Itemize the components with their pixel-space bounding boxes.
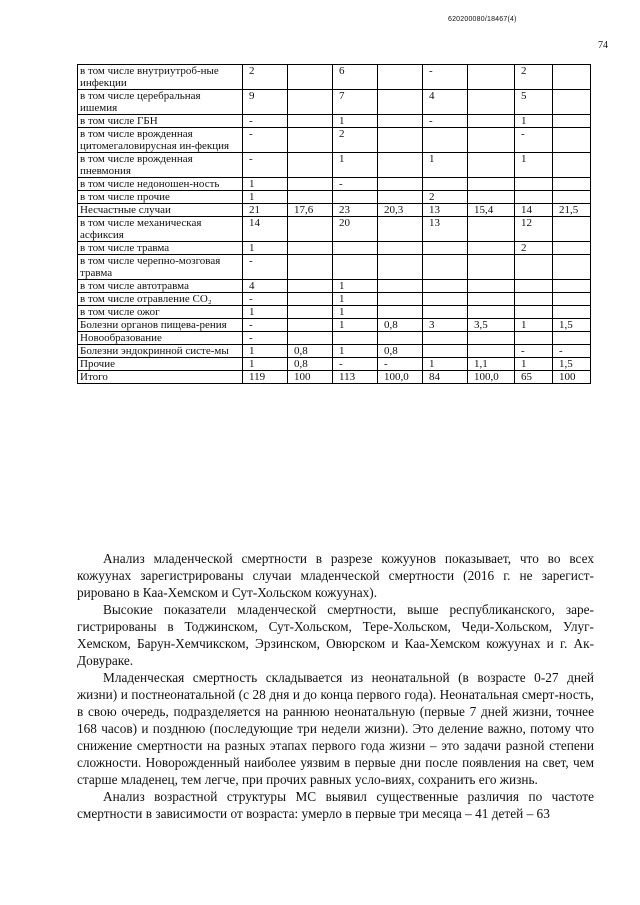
- table-cell: 1: [243, 358, 288, 371]
- table-cell: [468, 191, 515, 204]
- table-row: [78, 332, 591, 345]
- table-cell: 1: [333, 153, 378, 178]
- table-cell: [288, 90, 333, 115]
- table-cell: 6: [333, 65, 378, 90]
- table-cell: [423, 242, 468, 255]
- table-cell: [468, 65, 515, 90]
- table-cell: [468, 332, 515, 345]
- table-cell: 119: [243, 371, 288, 384]
- page-number: 74: [598, 40, 608, 51]
- table-cell: 3,5: [468, 319, 515, 332]
- row-label: в том числе автотравма: [78, 280, 243, 293]
- table-cell: 1: [515, 319, 553, 332]
- table-cell: [423, 178, 468, 191]
- table-cell: [378, 90, 423, 115]
- table-cell: 1: [333, 115, 378, 128]
- row-label: Прочие: [78, 358, 243, 371]
- table-cell: [288, 293, 333, 306]
- table-cell: 100,0: [378, 371, 423, 384]
- table-cell: 1: [515, 153, 553, 178]
- table-cell: 1: [333, 319, 378, 332]
- table-cell: [288, 332, 333, 345]
- table-cell: [378, 293, 423, 306]
- table-cell: -: [423, 65, 468, 90]
- table-cell: [288, 280, 333, 293]
- table-cell: -: [515, 345, 553, 358]
- mortality-table: [77, 64, 591, 384]
- row-label: в том числе отравление CO₂: [78, 293, 243, 306]
- paragraph: Анализ младенческой смертности в разрезе кожуунов показывает, что во всех кожуунах зарегистрированы случаи младенческой смертности (2016 г. не зарегист-рировано в Каа-Хемском и Сут-Хольском кожуунах).: [77, 551, 594, 600]
- table-cell: [333, 332, 378, 345]
- table-cell: 21: [243, 204, 288, 217]
- table-cell: 2: [515, 242, 553, 255]
- table-cell: [468, 255, 515, 280]
- table-cell: [288, 217, 333, 242]
- table-cell: [468, 293, 515, 306]
- document-code: 620200080/18467(4): [448, 16, 517, 23]
- table-cell: 100,0: [468, 371, 515, 384]
- table-cell: [288, 115, 333, 128]
- table-cell: [378, 153, 423, 178]
- row-label: в том числе черепно-мозговая травма: [78, 255, 243, 280]
- table-cell: [553, 191, 591, 204]
- table-cell: 1: [515, 115, 553, 128]
- table-row: [78, 65, 591, 90]
- row-label: Итого: [78, 371, 243, 384]
- row-label: в том числе недоношен-ность: [78, 178, 243, 191]
- row-label: в том числе механическая асфиксия: [78, 217, 243, 242]
- paragraph: Анализ возрастной структуры МС выявил существенные различия по частоте смертности в зависимости от возраста: умерло в первые три месяца – 41 детей – 63: [77, 789, 594, 821]
- table-cell: -: [243, 255, 288, 280]
- table-cell: 0,8: [378, 319, 423, 332]
- table-cell: -: [243, 319, 288, 332]
- table-row: [78, 319, 591, 332]
- table-row: [78, 371, 591, 384]
- row-label: в том числе ГБН: [78, 115, 243, 128]
- table-cell: [378, 65, 423, 90]
- table-cell: [468, 242, 515, 255]
- table-cell: 4: [423, 90, 468, 115]
- table-cell: [468, 306, 515, 319]
- table-row: [78, 255, 591, 280]
- row-label: в том числе внутриутроб-ные инфекции: [78, 65, 243, 90]
- table-cell: [553, 306, 591, 319]
- table-cell: [515, 306, 553, 319]
- table-cell: [333, 242, 378, 255]
- table-row: [78, 217, 591, 242]
- table-cell: 15,4: [468, 204, 515, 217]
- table-cell: [553, 332, 591, 345]
- table-cell: [553, 280, 591, 293]
- table-row: [78, 90, 591, 115]
- table-cell: 17,6: [288, 204, 333, 217]
- table-cell: 1: [243, 242, 288, 255]
- table-cell: 1: [243, 191, 288, 204]
- table-cell: [515, 293, 553, 306]
- table-cell: 1,5: [553, 319, 591, 332]
- table-cell: 2: [515, 65, 553, 90]
- paragraph: Высокие показатели младенческой смертности, выше республиканского, заре-гистрированы в Тоджинском, Сут-Хольском, Тере-Хольском, Чеди-Хольском, Улуг-Хемском, Барун-Хемчикском, Эрзинском, Овюрском и Каа-Хемском кожуунах и г. Ак-Довураке.: [77, 602, 594, 668]
- table-cell: -: [378, 358, 423, 371]
- table-cell: [553, 90, 591, 115]
- table-cell: [468, 178, 515, 191]
- table-cell: [288, 306, 333, 319]
- table-row: [78, 178, 591, 191]
- table-cell: 1: [243, 178, 288, 191]
- table-cell: [288, 242, 333, 255]
- body-text: [77, 550, 594, 822]
- table-cell: 0,8: [288, 345, 333, 358]
- table-row: [78, 358, 591, 371]
- table-cell: -: [423, 115, 468, 128]
- table-cell: [378, 306, 423, 319]
- table-row: [78, 128, 591, 153]
- table-cell: 7: [333, 90, 378, 115]
- table-cell: 1: [333, 280, 378, 293]
- table-cell: 0,8: [378, 345, 423, 358]
- table-cell: 1: [243, 306, 288, 319]
- table-cell: 100: [553, 371, 591, 384]
- table-cell: 2: [243, 65, 288, 90]
- table-cell: [553, 217, 591, 242]
- table-cell: [423, 306, 468, 319]
- table-cell: [468, 217, 515, 242]
- table-cell: 1: [333, 306, 378, 319]
- table-cell: [333, 191, 378, 204]
- table-cell: 1,5: [553, 358, 591, 371]
- table-cell: -: [243, 115, 288, 128]
- table-cell: 1: [333, 293, 378, 306]
- table-row: [78, 115, 591, 128]
- table-cell: [468, 115, 515, 128]
- table-cell: [468, 280, 515, 293]
- table-cell: [378, 217, 423, 242]
- table-cell: 5: [515, 90, 553, 115]
- table-cell: [333, 255, 378, 280]
- table-cell: 113: [333, 371, 378, 384]
- table-cell: [423, 255, 468, 280]
- row-label: в том числе врожденная цитомегаловирусная ин-фекция: [78, 128, 243, 153]
- table-cell: [378, 178, 423, 191]
- table-cell: [288, 65, 333, 90]
- table-cell: [378, 191, 423, 204]
- row-label: в том числе церебральная ишемия: [78, 90, 243, 115]
- table-cell: 100: [288, 371, 333, 384]
- table-cell: [378, 115, 423, 128]
- table-cell: [288, 128, 333, 153]
- table-row: [78, 306, 591, 319]
- table-cell: 1: [423, 358, 468, 371]
- table-cell: 21,5: [553, 204, 591, 217]
- table-cell: 14: [515, 204, 553, 217]
- table-row: [78, 280, 591, 293]
- table-cell: [423, 293, 468, 306]
- table-cell: 1: [515, 358, 553, 371]
- table-cell: [378, 242, 423, 255]
- row-label: Несчастные случаи: [78, 204, 243, 217]
- row-label: Болезни эндокринной систе-мы: [78, 345, 243, 358]
- table-cell: [423, 332, 468, 345]
- table-cell: [423, 345, 468, 358]
- table-cell: 12: [515, 217, 553, 242]
- table-cell: 84: [423, 371, 468, 384]
- table-row: [78, 153, 591, 178]
- row-label: Новообразование: [78, 332, 243, 345]
- table-cell: [553, 255, 591, 280]
- table-cell: 4: [243, 280, 288, 293]
- table-row: [78, 293, 591, 306]
- row-label: в том числе ожог: [78, 306, 243, 319]
- table-cell: [468, 345, 515, 358]
- table-cell: [288, 178, 333, 191]
- table-cell: 3: [423, 319, 468, 332]
- table-cell: [288, 255, 333, 280]
- table-cell: 20: [333, 217, 378, 242]
- table-cell: [378, 255, 423, 280]
- table-cell: [553, 115, 591, 128]
- table-cell: 14: [243, 217, 288, 242]
- row-label: в том числе врожденная пневмония: [78, 153, 243, 178]
- table-cell: [468, 90, 515, 115]
- table-cell: [468, 128, 515, 153]
- table-cell: 9: [243, 90, 288, 115]
- table-cell: [288, 153, 333, 178]
- table-cell: 20,3: [378, 204, 423, 217]
- row-label: в том числе прочие: [78, 191, 243, 204]
- table-cell: [515, 191, 553, 204]
- table-cell: 1: [243, 345, 288, 358]
- table-cell: -: [243, 293, 288, 306]
- table-row: [78, 242, 591, 255]
- table-cell: [553, 128, 591, 153]
- table-row: [78, 345, 591, 358]
- table-cell: 13: [423, 217, 468, 242]
- table-cell: [378, 128, 423, 153]
- table-cell: [288, 319, 333, 332]
- table-row: [78, 204, 591, 217]
- table-cell: -: [243, 128, 288, 153]
- table-cell: 0,8: [288, 358, 333, 371]
- table-cell: -: [333, 178, 378, 191]
- table-cell: [378, 280, 423, 293]
- table-cell: [423, 280, 468, 293]
- table-cell: -: [243, 153, 288, 178]
- table-cell: [288, 191, 333, 204]
- table-cell: -: [515, 128, 553, 153]
- table-cell: -: [333, 358, 378, 371]
- row-label: Болезни органов пищева-рения: [78, 319, 243, 332]
- table-cell: [553, 293, 591, 306]
- table-cell: [515, 332, 553, 345]
- table-cell: 13: [423, 204, 468, 217]
- table-cell: [553, 242, 591, 255]
- table-cell: 1: [423, 153, 468, 178]
- table-cell: [553, 65, 591, 90]
- table-cell: [378, 332, 423, 345]
- table-cell: -: [243, 332, 288, 345]
- table-cell: 65: [515, 371, 553, 384]
- table-cell: 1: [333, 345, 378, 358]
- table-cell: 23: [333, 204, 378, 217]
- table-cell: [423, 128, 468, 153]
- row-label: в том числе травма: [78, 242, 243, 255]
- table-cell: [468, 153, 515, 178]
- paragraph: Младенческая смертность складывается из неонатальной (в возрасте 0-27 дней жизни) и постнеонатальной (с 28 дня и до конца первого года). Неонатальная смерт-ность, в свою очередь, подразделяется на раннюю неонатальную (первые 7 дней жизни, точнее 168 часов) и позднюю (последующие три недели жизни). Это деление важно, потому что снижение смертности на разных этапах первого года жизни – это задачи разной степени сложности. Новорожденный наиболее уязвим в первые дни после появления на свет, чем старше младенец, тем легче, при прочих равных усло-виях, сохранить его жизнь.: [77, 670, 594, 787]
- table-cell: [553, 178, 591, 191]
- table-cell: [515, 280, 553, 293]
- table-cell: [515, 255, 553, 280]
- table-cell: 1,1: [468, 358, 515, 371]
- table-cell: 2: [333, 128, 378, 153]
- table-row: [78, 191, 591, 204]
- table-cell: [553, 153, 591, 178]
- table-cell: 2: [423, 191, 468, 204]
- table-cell: -: [553, 345, 591, 358]
- table-cell: [515, 178, 553, 191]
